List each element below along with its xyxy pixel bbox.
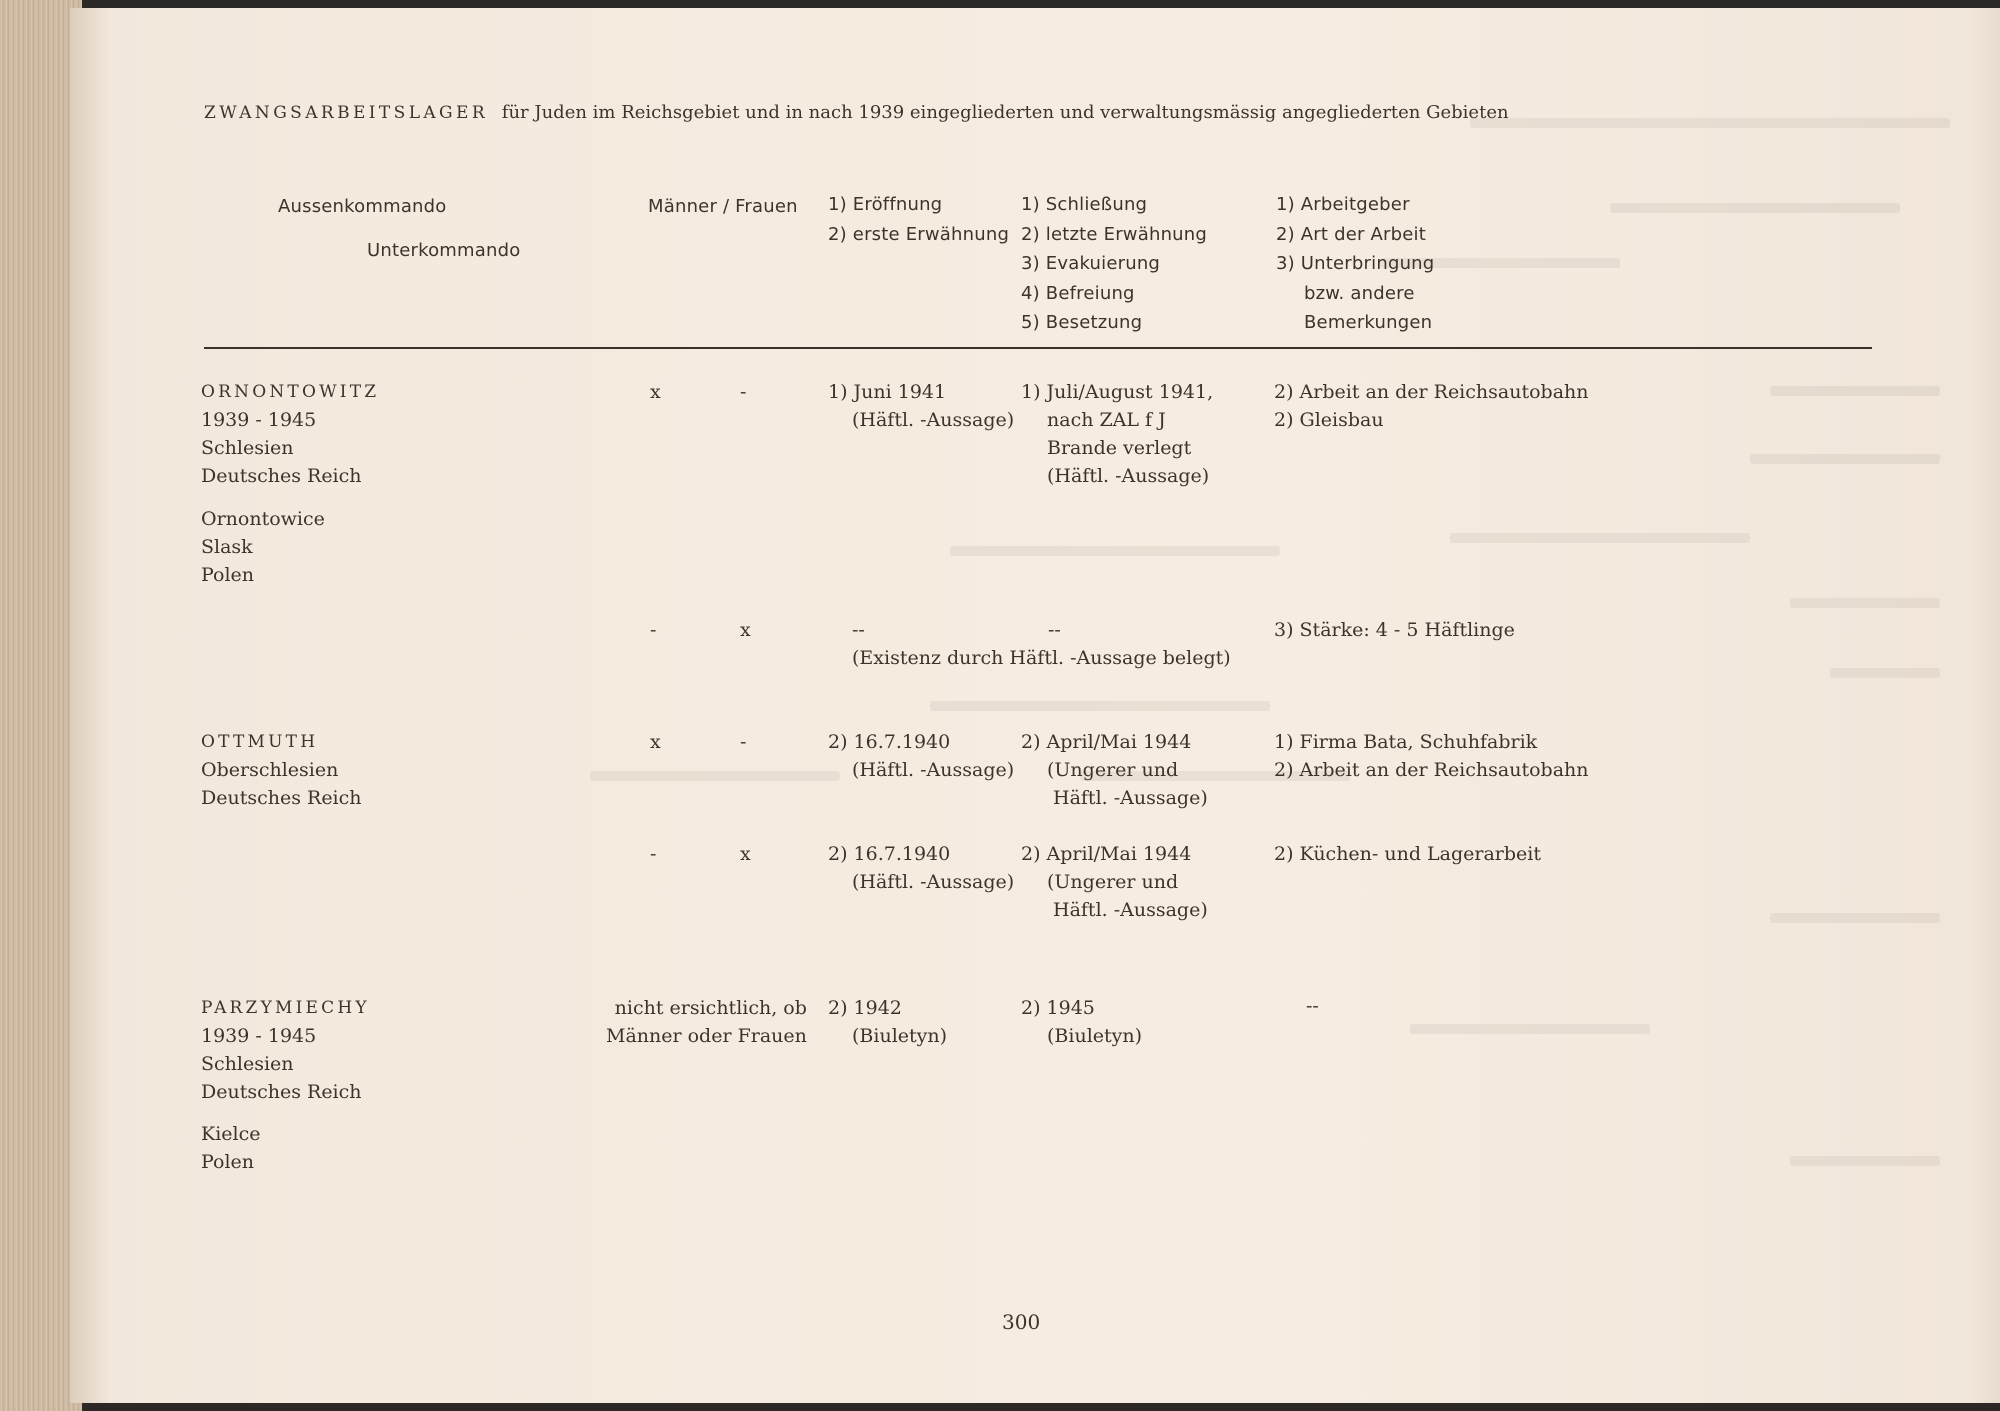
women-mark: - [740,381,747,403]
header-remarks-line: bzw. andere [1304,282,1415,304]
closing-line: 2) 1945 [1021,997,1095,1019]
header-closing-column [1021,190,1207,338]
location-line: Kielce [201,1123,261,1145]
remarks-line: -- [1306,995,1319,1017]
closing-info [1021,378,1213,490]
header-closing-line: 2) letzte Erwähnung [1021,223,1208,245]
opening-line: (Häftl. -Aussage) [852,871,1015,893]
closing-line: (Häftl. -Aussage) [1047,465,1210,487]
opening-line: 2) 1942 [828,997,902,1019]
opening-info [828,728,1014,784]
gender-note-line: nicht ersichtlich, ob [614,997,807,1019]
men-mark: x [650,381,661,403]
header-closing-line: 4) Befreiung [1021,282,1135,304]
existence-note: (Existenz durch Häftl. -Aussage belegt) [852,647,1231,669]
header-opening-column [828,190,1009,249]
opening-line: 2) 16.7.1940 [828,843,951,865]
remarks-line: 1) Firma Bata, Schuhfabrik [1274,731,1538,753]
entry-location [201,756,362,812]
remarks-info [1274,728,1589,784]
header-unterkommando: Unterkommando [367,240,521,261]
closing-info [1021,994,1142,1050]
opening-line: (Häftl. -Aussage) [852,409,1015,431]
header-remarks-column [1276,190,1434,338]
header-remarks-line: Bemerkungen [1304,312,1433,333]
closing-line: (Ungerer und [1047,759,1179,781]
opening-info [828,378,1014,434]
remarks-line: 2) Küchen- und Lagerarbeit [1274,843,1542,865]
title-rest: für Juden im Reichsgebiet und in nach 1939 eingegliederten und verwaltungsmässig angegliederten Gebieten [501,102,1509,123]
location-line: Deutsches Reich [201,787,362,809]
opening-line: 1) Juni 1941 [828,381,947,403]
entry-name-parzymiechy: PARZYMIECHY [201,998,370,1018]
header-closing-line: 1) Schließung [1021,194,1148,215]
header-opening-line: 2) erste Erwähnung [828,223,1010,245]
women-mark: x [740,619,751,641]
men-mark: x [650,731,661,753]
entry-location-polish [201,505,325,589]
opening-info [828,994,947,1050]
location-line: Ornontowice [201,508,325,530]
opening-empty: -- [852,619,865,641]
location-line: Oberschlesien [201,759,339,781]
location-line: Polen [201,564,255,586]
opening-line: 2) 16.7.1940 [828,731,951,753]
title-lead: ZWANGSARBEITSLAGER [204,103,489,123]
closing-line: Häftl. -Aussage) [1053,787,1208,809]
header-maenner-frauen: Männer / Frauen [648,196,798,217]
closing-line: (Ungerer und [1047,871,1179,893]
gender-note-line: Männer oder Frauen [606,1025,807,1047]
entry-location-polish [201,1120,260,1176]
closing-line: 2) April/Mai 1944 [1021,843,1192,865]
gender-note [606,994,807,1050]
closing-line: 2) April/Mai 1944 [1021,731,1192,753]
entry-name-ornontowitz: ORNONTOWITZ [201,382,380,402]
entry-location [201,1022,362,1106]
location-line: Polen [201,1151,255,1173]
header-aussenkommando: Aussenkommando [278,196,447,217]
location-line: Deutsches Reich [201,1081,362,1103]
opening-line: (Häftl. -Aussage) [852,759,1015,781]
header-closing-line: 3) Evakuierung [1021,253,1161,274]
remarks-info [1274,378,1589,434]
remarks-line: 2) Gleisbau [1274,409,1384,431]
location-line: Deutsches Reich [201,465,362,487]
header-divider [204,347,1872,349]
opening-line: (Biuletyn) [852,1025,948,1047]
location-line: Schlesien [201,1053,294,1075]
location-line: 1939 - 1945 [201,1025,317,1047]
closing-line: (Biuletyn) [1047,1025,1143,1047]
remarks-line: 2) Arbeit an der Reichsautobahn [1274,759,1589,781]
remarks-line: 3) Stärke: 4 - 5 Häftlinge [1274,619,1515,641]
entry-location [201,406,362,490]
closing-info [1021,728,1208,812]
entry-name-ottmuth: OTTMUTH [201,732,319,752]
opening-info [828,840,1014,896]
page-number: 300 [1002,1310,1041,1334]
men-mark: - [650,843,657,865]
header-remarks-line: 3) Unterbringung [1276,253,1435,274]
women-mark: x [740,843,751,865]
header-remarks-line: 2) Art der Arbeit [1276,223,1426,245]
location-line: Slask [201,536,253,558]
women-mark: - [740,731,747,753]
closing-empty: -- [1048,619,1061,641]
closing-line: Brande verlegt [1047,437,1192,459]
location-line: 1939 - 1945 [201,409,317,431]
page-title [204,102,1509,123]
closing-line: nach ZAL f J [1047,409,1166,431]
remarks-line: 2) Arbeit an der Reichsautobahn [1274,381,1589,403]
location-line: Schlesien [201,437,294,459]
closing-line: Häftl. -Aussage) [1053,899,1208,921]
closing-line: 1) Juli/August 1941, [1021,381,1214,403]
closing-info [1021,840,1208,924]
header-opening-line: 1) Eröffnung [828,194,943,215]
men-mark: - [650,619,657,641]
header-closing-line: 5) Besetzung [1021,312,1143,333]
header-remarks-line: 1) Arbeitgeber [1276,194,1410,215]
